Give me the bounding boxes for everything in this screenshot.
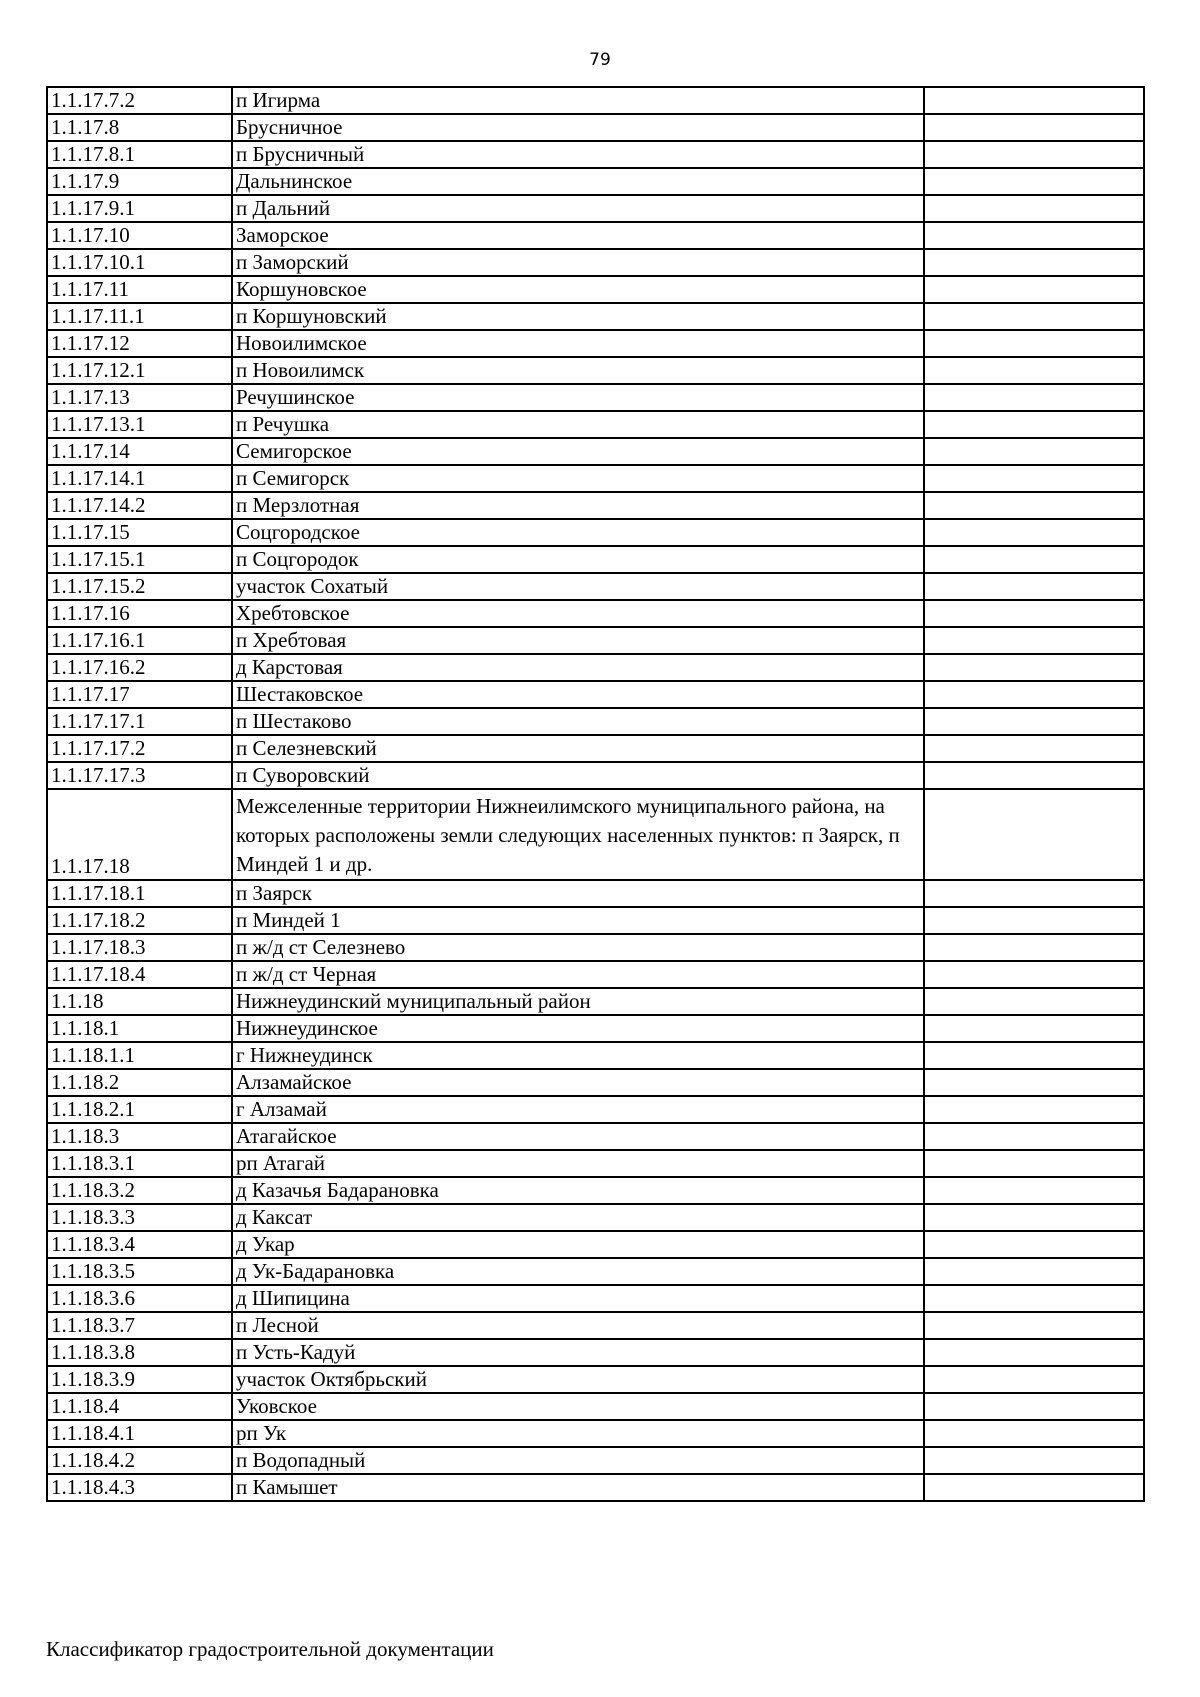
extra-cell (924, 988, 1144, 1015)
extra-cell (924, 114, 1144, 141)
code-cell: 1.1.17.16.1 (47, 627, 232, 654)
table-row (47, 1123, 1144, 1150)
table-row (47, 627, 1144, 654)
extra-cell (924, 87, 1144, 114)
table-row (47, 249, 1144, 276)
table-row (47, 961, 1144, 988)
code-cell: 1.1.17.11 (47, 276, 232, 303)
extra-cell (924, 735, 1144, 762)
extra-cell (924, 195, 1144, 222)
name-cell: п Камышет (232, 1474, 924, 1501)
code-cell: 1.1.17.8.1 (47, 141, 232, 168)
name-cell: Брусничное (232, 114, 924, 141)
table-row (47, 1204, 1144, 1231)
table-row (47, 762, 1144, 789)
page-number: 79 (589, 50, 611, 70)
extra-cell (924, 249, 1144, 276)
table-row (47, 1420, 1144, 1447)
extra-cell (924, 1285, 1144, 1312)
name-cell: п Брусничный (232, 141, 924, 168)
table-row (47, 934, 1144, 961)
name-cell: г Алзамай (232, 1096, 924, 1123)
extra-cell (924, 1258, 1144, 1285)
name-cell: рп Атагай (232, 1150, 924, 1177)
extra-cell (924, 1339, 1144, 1366)
extra-cell (924, 276, 1144, 303)
extra-cell (924, 1204, 1144, 1231)
code-cell: 1.1.18.3.3 (47, 1204, 232, 1231)
extra-cell (924, 907, 1144, 934)
code-cell: 1.1.18.3.2 (47, 1177, 232, 1204)
code-cell: 1.1.17.9 (47, 168, 232, 195)
extra-cell (924, 1312, 1144, 1339)
name-cell: Речушинское (232, 384, 924, 411)
code-cell: 1.1.18.2 (47, 1069, 232, 1096)
code-cell: 1.1.18.3.9 (47, 1366, 232, 1393)
name-cell: д Шипицина (232, 1285, 924, 1312)
name-cell: п ж/д ст Селезнево (232, 934, 924, 961)
code-cell: 1.1.17.18 (47, 789, 232, 880)
code-cell: 1.1.18 (47, 988, 232, 1015)
extra-cell (924, 573, 1144, 600)
extra-cell (924, 600, 1144, 627)
classifier-table (46, 86, 1145, 1502)
code-cell: 1.1.17.18.3 (47, 934, 232, 961)
extra-cell (924, 654, 1144, 681)
name-cell: п Речушка (232, 411, 924, 438)
table-row (47, 357, 1144, 384)
name-cell: Атагайское (232, 1123, 924, 1150)
table-row (47, 303, 1144, 330)
name-cell: п Семигорск (232, 465, 924, 492)
table-row (47, 1285, 1144, 1312)
table-row (47, 141, 1144, 168)
code-cell: 1.1.18.4.1 (47, 1420, 232, 1447)
table-row (47, 222, 1144, 249)
table-row (47, 654, 1144, 681)
table-row (47, 1258, 1144, 1285)
extra-cell (924, 1474, 1144, 1501)
name-cell: рп Ук (232, 1420, 924, 1447)
code-cell: 1.1.18.3.1 (47, 1150, 232, 1177)
table-row (47, 789, 1144, 880)
code-cell: 1.1.18.4.3 (47, 1474, 232, 1501)
name-cell: п Новоилимск (232, 357, 924, 384)
extra-cell (924, 519, 1144, 546)
code-cell: 1.1.17.17 (47, 681, 232, 708)
table-row (47, 519, 1144, 546)
extra-cell (924, 1447, 1144, 1474)
name-cell: участок Сохатый (232, 573, 924, 600)
extra-cell (924, 1366, 1144, 1393)
code-cell: 1.1.18.3.8 (47, 1339, 232, 1366)
table-row (47, 195, 1144, 222)
code-cell: 1.1.18.3.5 (47, 1258, 232, 1285)
code-cell: 1.1.18.4.2 (47, 1447, 232, 1474)
name-cell: Межселенные территории Нижнеилимского муниципального района, на которых расположены земли следующих населенных пунктов: п Заярск, п Миндей 1 и др. (232, 789, 924, 880)
table-row (47, 1447, 1144, 1474)
name-cell: Уковское (232, 1393, 924, 1420)
table-row (47, 1150, 1144, 1177)
table-row (47, 1366, 1144, 1393)
table-row (47, 1312, 1144, 1339)
extra-cell (924, 1231, 1144, 1258)
name-cell: участок Октябрьский (232, 1366, 924, 1393)
code-cell: 1.1.17.18.2 (47, 907, 232, 934)
table-row (47, 681, 1144, 708)
name-cell: п ж/д ст Черная (232, 961, 924, 988)
table-row (47, 465, 1144, 492)
extra-cell (924, 303, 1144, 330)
code-cell: 1.1.17.14.1 (47, 465, 232, 492)
code-cell: 1.1.17.13 (47, 384, 232, 411)
table-row (47, 907, 1144, 934)
name-cell: п Дальний (232, 195, 924, 222)
extra-cell (924, 1393, 1144, 1420)
name-cell: Нижнеудинское (232, 1015, 924, 1042)
table-row (47, 330, 1144, 357)
table-row (47, 168, 1144, 195)
code-cell: 1.1.18.1.1 (47, 1042, 232, 1069)
name-cell: п Игирма (232, 87, 924, 114)
name-cell: Шестаковское (232, 681, 924, 708)
extra-cell (924, 1015, 1144, 1042)
extra-cell (924, 222, 1144, 249)
extra-cell (924, 411, 1144, 438)
extra-cell (924, 357, 1144, 384)
extra-cell (924, 934, 1144, 961)
code-cell: 1.1.17.17.1 (47, 708, 232, 735)
code-cell: 1.1.18.4 (47, 1393, 232, 1420)
table-row (47, 708, 1144, 735)
name-cell: п Хребтовая (232, 627, 924, 654)
name-cell: п Шестаково (232, 708, 924, 735)
extra-cell (924, 1069, 1144, 1096)
table-row (47, 1042, 1144, 1069)
extra-cell (924, 627, 1144, 654)
extra-cell (924, 141, 1144, 168)
table-row (47, 384, 1144, 411)
table-row (47, 1474, 1144, 1501)
table-row (47, 1096, 1144, 1123)
table-row (47, 735, 1144, 762)
code-cell: 1.1.17.17.2 (47, 735, 232, 762)
extra-cell (924, 880, 1144, 907)
table-row (47, 1231, 1144, 1258)
extra-cell (924, 1042, 1144, 1069)
name-cell: Соцгородское (232, 519, 924, 546)
code-cell: 1.1.17.9.1 (47, 195, 232, 222)
name-cell: п Суворовский (232, 762, 924, 789)
table-row (47, 411, 1144, 438)
table-row (47, 573, 1144, 600)
code-cell: 1.1.17.14.2 (47, 492, 232, 519)
code-cell: 1.1.17.15.1 (47, 546, 232, 573)
name-cell: п Усть-Кадуй (232, 1339, 924, 1366)
name-cell: п Заморский (232, 249, 924, 276)
code-cell: 1.1.17.7.2 (47, 87, 232, 114)
name-cell: Дальнинское (232, 168, 924, 195)
table-row (47, 546, 1144, 573)
extra-cell (924, 762, 1144, 789)
code-cell: 1.1.17.12.1 (47, 357, 232, 384)
table-row (47, 492, 1144, 519)
code-cell: 1.1.18.1 (47, 1015, 232, 1042)
table-row (47, 1015, 1144, 1042)
code-cell: 1.1.17.8 (47, 114, 232, 141)
table-row (47, 880, 1144, 907)
table-row (47, 114, 1144, 141)
extra-cell (924, 384, 1144, 411)
table-row (47, 1177, 1144, 1204)
extra-cell (924, 438, 1144, 465)
table-row (47, 438, 1144, 465)
code-cell: 1.1.17.14 (47, 438, 232, 465)
code-cell: 1.1.18.3.7 (47, 1312, 232, 1339)
name-cell: д Каксат (232, 1204, 924, 1231)
extra-cell (924, 330, 1144, 357)
name-cell: п Миндей 1 (232, 907, 924, 934)
extra-cell (924, 1096, 1144, 1123)
name-cell: Заморское (232, 222, 924, 249)
code-cell: 1.1.17.10 (47, 222, 232, 249)
table-row (47, 1393, 1144, 1420)
extra-cell (924, 1420, 1144, 1447)
name-cell: п Соцгородок (232, 546, 924, 573)
extra-cell (924, 1177, 1144, 1204)
code-cell: 1.1.17.16 (47, 600, 232, 627)
table-row (47, 87, 1144, 114)
name-cell: п Селезневский (232, 735, 924, 762)
name-cell: п Мерзлотная (232, 492, 924, 519)
code-cell: 1.1.17.15 (47, 519, 232, 546)
extra-cell (924, 168, 1144, 195)
table-row (47, 988, 1144, 1015)
name-cell: Нижнеудинский муниципальный район (232, 988, 924, 1015)
footer-text: Классификатор градостроительной документации (46, 1637, 494, 1661)
code-cell: 1.1.17.16.2 (47, 654, 232, 681)
extra-cell (924, 1150, 1144, 1177)
table-row (47, 276, 1144, 303)
name-cell: Хребтовское (232, 600, 924, 627)
name-cell: п Коршуновский (232, 303, 924, 330)
extra-cell (924, 1123, 1144, 1150)
code-cell: 1.1.17.15.2 (47, 573, 232, 600)
table-body (47, 87, 1144, 1501)
code-cell: 1.1.17.10.1 (47, 249, 232, 276)
extra-cell (924, 546, 1144, 573)
table-row (47, 1339, 1144, 1366)
code-cell: 1.1.18.3.4 (47, 1231, 232, 1258)
code-cell: 1.1.18.3.6 (47, 1285, 232, 1312)
name-cell: Коршуновское (232, 276, 924, 303)
code-cell: 1.1.17.11.1 (47, 303, 232, 330)
name-cell: п Лесной (232, 1312, 924, 1339)
name-cell: Семигорское (232, 438, 924, 465)
name-cell: п Водопадный (232, 1447, 924, 1474)
code-cell: 1.1.18.2.1 (47, 1096, 232, 1123)
extra-cell (924, 465, 1144, 492)
extra-cell (924, 708, 1144, 735)
name-cell: д Карстовая (232, 654, 924, 681)
extra-cell (924, 681, 1144, 708)
name-cell: Новоилимское (232, 330, 924, 357)
code-cell: 1.1.17.18.1 (47, 880, 232, 907)
code-cell: 1.1.17.12 (47, 330, 232, 357)
table-row (47, 600, 1144, 627)
name-cell: д Ук-Бадарановка (232, 1258, 924, 1285)
code-cell: 1.1.17.17.3 (47, 762, 232, 789)
extra-cell (924, 789, 1144, 880)
table-row (47, 1069, 1144, 1096)
name-cell: Алзамайское (232, 1069, 924, 1096)
code-cell: 1.1.18.3 (47, 1123, 232, 1150)
code-cell: 1.1.17.13.1 (47, 411, 232, 438)
code-cell: 1.1.17.18.4 (47, 961, 232, 988)
name-cell: п Заярск (232, 880, 924, 907)
extra-cell (924, 492, 1144, 519)
extra-cell (924, 961, 1144, 988)
name-cell: г Нижнеудинск (232, 1042, 924, 1069)
name-cell: д Казачья Бадарановка (232, 1177, 924, 1204)
name-cell: д Укар (232, 1231, 924, 1258)
